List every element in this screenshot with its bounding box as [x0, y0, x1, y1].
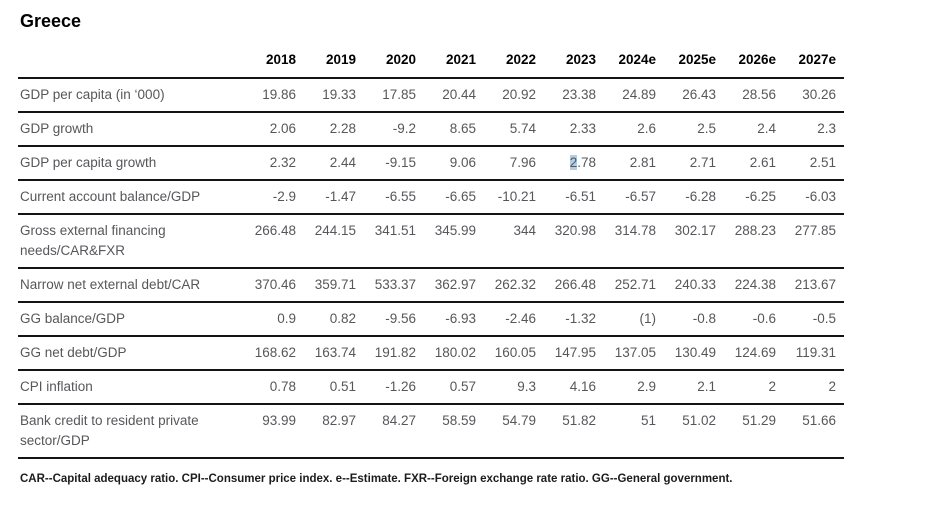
value-cell: 124.69 — [724, 336, 784, 370]
row-label: Current account balance/GDP — [18, 180, 244, 214]
table-row — [18, 146, 844, 180]
value-cell: 2.5 — [664, 112, 724, 146]
value-cell: 359.71 — [304, 268, 364, 302]
value-cell: 0.51 — [304, 370, 364, 404]
value-cell: -0.8 — [664, 302, 724, 336]
year-header: 2020 — [364, 52, 424, 78]
value-cell: 0.78 — [244, 370, 304, 404]
page-title: Greece — [20, 11, 82, 31]
value-cell: 51 — [604, 404, 664, 458]
value-cell: 58.59 — [424, 404, 484, 458]
value-cell: 2.6 — [604, 112, 664, 146]
value-cell: -6.55 — [364, 180, 424, 214]
value-cell: 2.44 — [304, 146, 364, 180]
value-cell: -0.6 — [724, 302, 784, 336]
row-label: GG net debt/GDP — [18, 336, 244, 370]
value-cell: 262.32 — [484, 268, 544, 302]
value-cell: 20.92 — [484, 78, 544, 112]
corner-cell — [18, 52, 244, 78]
value-cell: 2.1 — [664, 370, 724, 404]
value-cell: 2 — [784, 370, 844, 404]
value-cell: -6.65 — [424, 180, 484, 214]
value-cell: 224.38 — [724, 268, 784, 302]
value-cell: 341.51 — [364, 214, 424, 268]
value-cell: -6.25 — [724, 180, 784, 214]
value-cell: -9.2 — [364, 112, 424, 146]
year-header: 2019 — [304, 52, 364, 78]
value-cell: 266.48 — [244, 214, 304, 268]
value-cell: 2.33 — [544, 112, 604, 146]
value-cell: 2.61 — [724, 146, 784, 180]
year-header: 2026e — [724, 52, 784, 78]
value-cell: -10.21 — [484, 180, 544, 214]
value-cell: 2.28 — [304, 112, 364, 146]
table-row — [18, 112, 844, 146]
table-row — [18, 214, 844, 268]
table-row — [18, 302, 844, 336]
value-cell: 9.06 — [424, 146, 484, 180]
value-cell: 51.29 — [724, 404, 784, 458]
year-header: 2022 — [484, 52, 544, 78]
value-cell: 362.97 — [424, 268, 484, 302]
value-cell: 160.05 — [484, 336, 544, 370]
value-cell: -9.15 — [364, 146, 424, 180]
value-cell: 7.96 — [484, 146, 544, 180]
value-cell: 0.57 — [424, 370, 484, 404]
table-row — [18, 268, 844, 302]
value-cell: 54.79 — [484, 404, 544, 458]
value-cell: 147.95 — [544, 336, 604, 370]
value-cell: 2.71 — [664, 146, 724, 180]
value-cell: 2.3 — [784, 112, 844, 146]
value-cell: 244.15 — [304, 214, 364, 268]
value-cell: -0.5 — [784, 302, 844, 336]
value-cell: 2.81 — [604, 146, 664, 180]
value-cell: 180.02 — [424, 336, 484, 370]
value-cell: 345.99 — [424, 214, 484, 268]
value-cell: 24.89 — [604, 78, 664, 112]
value-cell: (1) — [604, 302, 664, 336]
value-cell: 17.85 — [364, 78, 424, 112]
row-label: Narrow net external debt/CAR — [18, 268, 244, 302]
value-cell: 130.49 — [664, 336, 724, 370]
value-cell: 30.26 — [784, 78, 844, 112]
value-cell: 320.98 — [544, 214, 604, 268]
value-cell: -6.57 — [604, 180, 664, 214]
value-cell: 277.85 — [784, 214, 844, 268]
value-cell: 266.48 — [544, 268, 604, 302]
value-cell: -9.56 — [364, 302, 424, 336]
value-cell: -1.26 — [364, 370, 424, 404]
value-cell: -2.46 — [484, 302, 544, 336]
row-label: GDP per capita growth — [18, 146, 244, 180]
year-header: 2021 — [424, 52, 484, 78]
value-cell: 302.17 — [664, 214, 724, 268]
table-row — [18, 180, 844, 214]
row-label: GDP per capita (in ‘000) — [18, 78, 244, 112]
value-cell: -2.9 — [244, 180, 304, 214]
year-header: 2025e — [664, 52, 724, 78]
value-cell: 28.56 — [724, 78, 784, 112]
value-cell: -6.03 — [784, 180, 844, 214]
value-cell: 0.82 — [304, 302, 364, 336]
value-cell: -6.93 — [424, 302, 484, 336]
value-cell: 5.74 — [484, 112, 544, 146]
value-cell: 19.86 — [244, 78, 304, 112]
value-cell: 370.46 — [244, 268, 304, 302]
value-cell: 2.4 — [724, 112, 784, 146]
value-cell: 2.32 — [244, 146, 304, 180]
value-cell: 82.97 — [304, 404, 364, 458]
value-cell: 93.99 — [244, 404, 304, 458]
table-row — [18, 404, 844, 458]
value-cell: 344 — [484, 214, 544, 268]
value-cell: 533.37 — [364, 268, 424, 302]
value-cell: 119.31 — [784, 336, 844, 370]
row-label: Gross external financing needs/CAR&FXR — [18, 214, 244, 268]
year-header: 2018 — [244, 52, 304, 78]
value-cell: 2.9 — [604, 370, 664, 404]
value-cell: 84.27 — [364, 404, 424, 458]
value-cell: 252.71 — [604, 268, 664, 302]
value-cell: 137.05 — [604, 336, 664, 370]
year-header: 2023 — [544, 52, 604, 78]
header-row — [18, 52, 844, 78]
table-row — [18, 370, 844, 404]
value-cell: 51.82 — [544, 404, 604, 458]
value-cell: 163.74 — [304, 336, 364, 370]
value-cell: 314.78 — [604, 214, 664, 268]
table-row — [18, 78, 844, 112]
value-cell: 26.43 — [664, 78, 724, 112]
value-cell: -6.28 — [664, 180, 724, 214]
value-cell: 2.78 — [544, 146, 604, 180]
value-cell: 51.66 — [784, 404, 844, 458]
row-label: Bank credit to resident private sector/GDP — [18, 404, 244, 458]
table-body — [18, 78, 844, 458]
value-cell: 213.67 — [784, 268, 844, 302]
value-cell: -1.47 — [304, 180, 364, 214]
value-cell: 19.33 — [304, 78, 364, 112]
table-row — [18, 336, 844, 370]
value-cell: 9.3 — [484, 370, 544, 404]
row-label: GG balance/GDP — [18, 302, 244, 336]
value-cell: 2.51 — [784, 146, 844, 180]
value-cell: 2 — [724, 370, 784, 404]
value-cell: 8.65 — [424, 112, 484, 146]
value-cell: 4.16 — [544, 370, 604, 404]
value-cell: 240.33 — [664, 268, 724, 302]
value-cell: 168.62 — [244, 336, 304, 370]
selected-text: 2 — [569, 155, 578, 170]
value-cell: 23.38 — [544, 78, 604, 112]
value-cell: 191.82 — [364, 336, 424, 370]
year-header: 2024e — [604, 52, 664, 78]
value-cell: 288.23 — [724, 214, 784, 268]
value-cell: 0.9 — [244, 302, 304, 336]
value-cell: -6.51 — [544, 180, 604, 214]
row-label: CPI inflation — [18, 370, 244, 404]
data-table — [18, 52, 844, 459]
year-header: 2027e — [784, 52, 844, 78]
table-footnote: CAR--Capital adequacy ratio. CPI--Consumer price index. e--Estimate. FXR--Foreign exchange rate ratio. GG--General government. — [20, 473, 733, 485]
value-cell: -1.32 — [544, 302, 604, 336]
value-cell: 51.02 — [664, 404, 724, 458]
value-cell: 2.06 — [244, 112, 304, 146]
value-cell: 20.44 — [424, 78, 484, 112]
row-label: GDP growth — [18, 112, 244, 146]
